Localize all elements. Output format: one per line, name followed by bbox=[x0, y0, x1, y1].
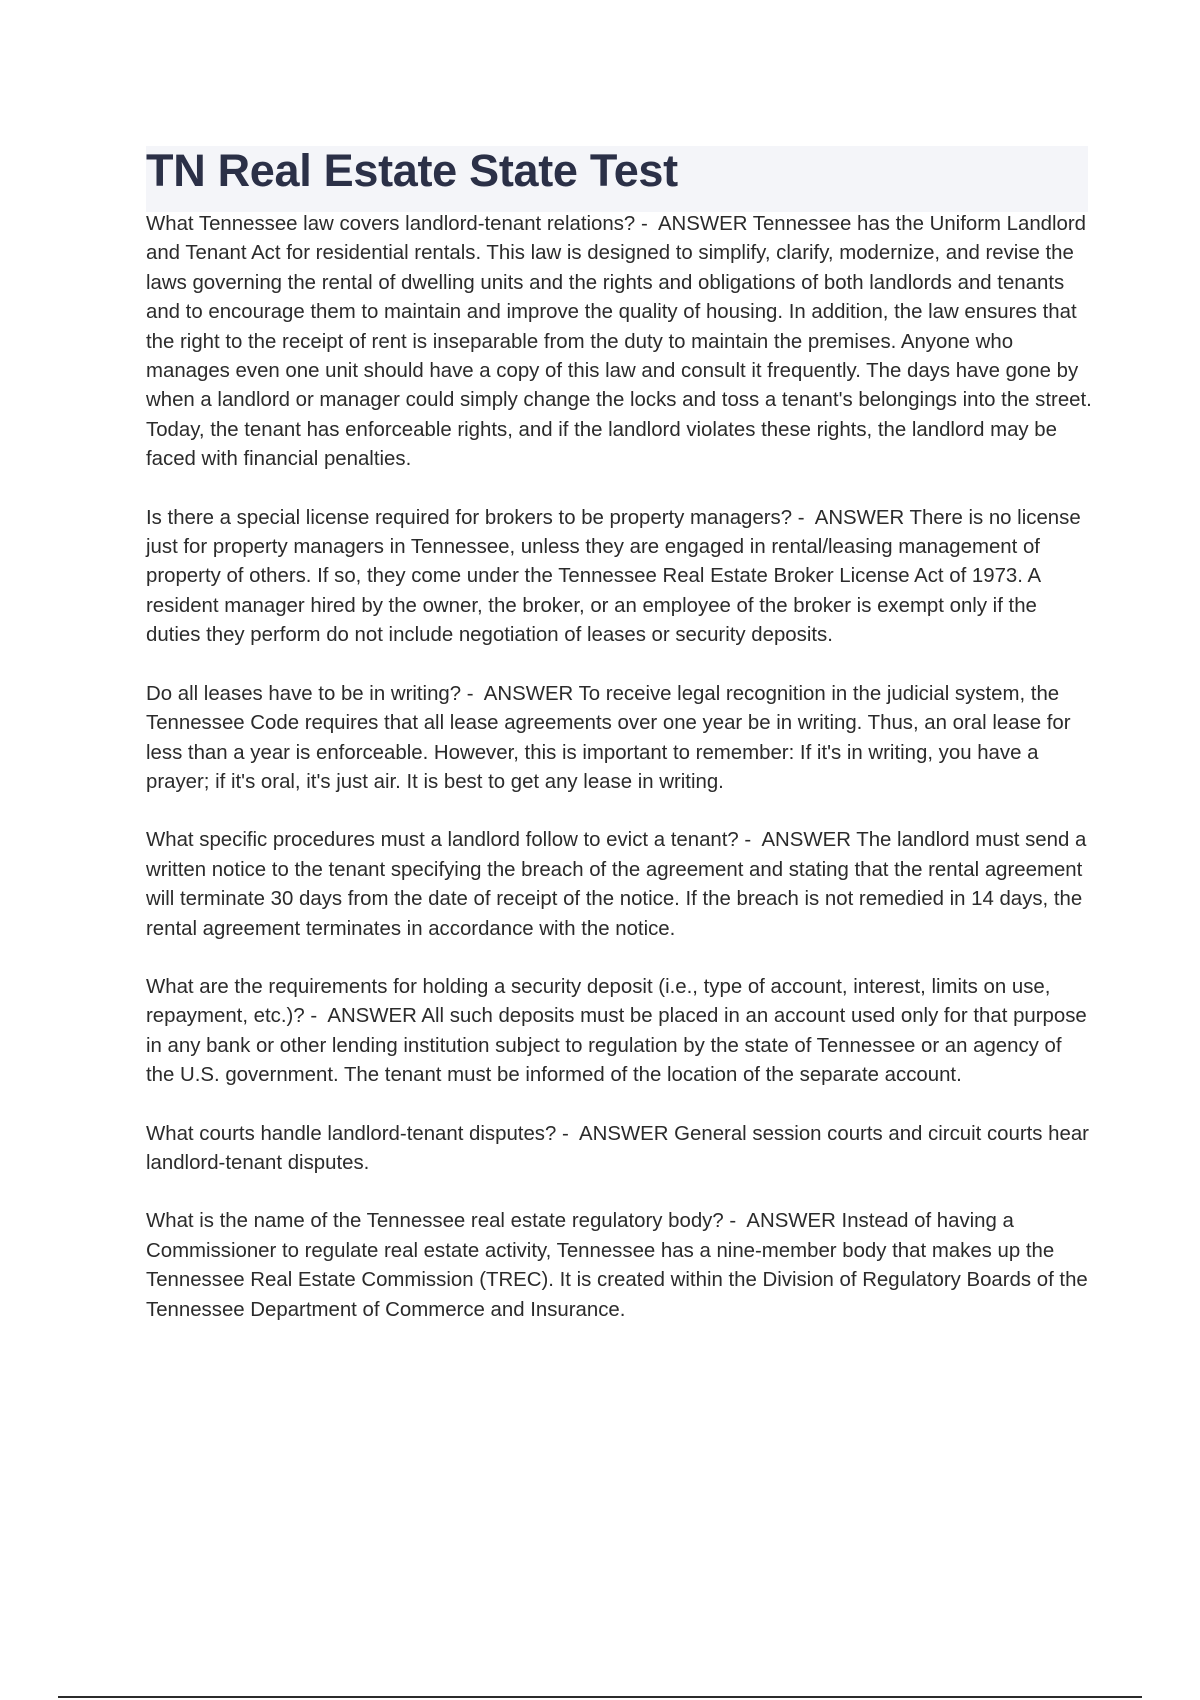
qa-question: What is the name of the Tennessee real estate regulatory body? - bbox=[146, 1210, 742, 1233]
qa-answer-label: ANSWER bbox=[761, 829, 851, 852]
qa-item bbox=[146, 504, 1092, 651]
qa-question: What Tennessee law covers landlord-tenant relations? - bbox=[146, 213, 654, 235]
qa-question: Do all leases have to be in writing? - bbox=[146, 682, 480, 705]
qa-answer-label: ANSWER bbox=[483, 682, 574, 705]
qa-item bbox=[146, 1120, 1095, 1179]
qa-answer-label: ANSWER bbox=[814, 506, 905, 529]
qa-answer: All such deposits must be placed in an account used only for that purpose in any bank or other lending institution subject to regulation by the state of Tennessee or an agency of the U.S. government. The tenant must be informed of the location of the separate account. bbox=[146, 1005, 1093, 1087]
qa-answer: To receive legal recognition in the judicial system, the Tennessee Code requires that all lease agreements over one year be in writing. Thus, an oral lease for less than a year is enforceable. However, this is important to remember: If it's in writing, you have a prayer; if it's oral, it's just air. It is best to get any lease in writing. bbox=[146, 682, 1077, 793]
qa-item bbox=[146, 1207, 1092, 1325]
qa-question: What specific procedures must a landlord follow to evict a tenant? - bbox=[146, 829, 757, 852]
qa-question: Is there a special license required for brokers to be property managers? - bbox=[146, 506, 811, 529]
qa-answer: The landlord must send a written notice to the tenant specifying the breach of the agreement and stating that the rental agreement will terminate 30 days from the date of receipt of the notice. If the breach is not remedied in 14 days, the rental agreement terminates in accordance with the notice. bbox=[146, 829, 1092, 940]
qa-answer-label: ANSWER bbox=[657, 213, 748, 235]
qa-item bbox=[146, 826, 1092, 944]
qa-question: What are the requirements for holding a security deposit (i.e., type of account, interest, limits on use, repayment, etc.)? - bbox=[146, 975, 1057, 1028]
qa-item bbox=[146, 680, 1092, 798]
qa-answer-label: ANSWER bbox=[327, 1005, 417, 1028]
qa-answer: Tennessee has the Uniform Landlord and Tenant Act for residential rentals. This law is designed to simplify, clarify, modernize, and revise the laws governing the rental of dwelling units and the rights and obligations of both landlords and tenants and to encourage them to maintain and improve the quality of housing. In addition, the law ensures that the right to the receipt of rent is inseparable from the duty to maintain the premises. Anyone who manages even one unit should have a copy of this law and consult it frequently. The days have gone by when a landlord or manager could simply change the locks and toss a tenant's belongings into the street. Today, the tenant has enforceable rights, and if the landlord violates these rights, the landlord may be faced with financial penalties. bbox=[146, 213, 1098, 471]
page-title: TN Real Estate State Test bbox=[146, 145, 678, 196]
footer-divider bbox=[58, 1696, 1142, 1698]
qa-list bbox=[146, 210, 1098, 1354]
qa-question: What courts handle landlord-tenant disputes? - bbox=[146, 1122, 575, 1145]
qa-answer-label: ANSWER bbox=[579, 1122, 669, 1145]
qa-item bbox=[146, 210, 1098, 475]
qa-answer: There is no license just for property managers in Tennessee, unless they are engaged in rental/leasing management of property of others. If so, they come under the Tennessee Real Estate Broker License Act of 1973. A resident manager hired by the owner, the broker, or an employee of the broker is exempt only if the duties they perform do not include negotiation of leases or security deposits. bbox=[146, 506, 1087, 647]
qa-item bbox=[146, 973, 1092, 1091]
qa-answer-label: ANSWER bbox=[746, 1210, 836, 1233]
qa-answer: General session courts and circuit courts hear landlord-tenant disputes. bbox=[146, 1122, 1095, 1174]
qa-answer: Instead of having a Commissioner to regulate real estate activity, Tennessee has a nine-member body that makes up the Tennessee Real Estate Commission (TREC). It is created within the Division of Regulatory Boards of the Tennessee Department of Commerce and Insurance. bbox=[146, 1210, 1094, 1321]
